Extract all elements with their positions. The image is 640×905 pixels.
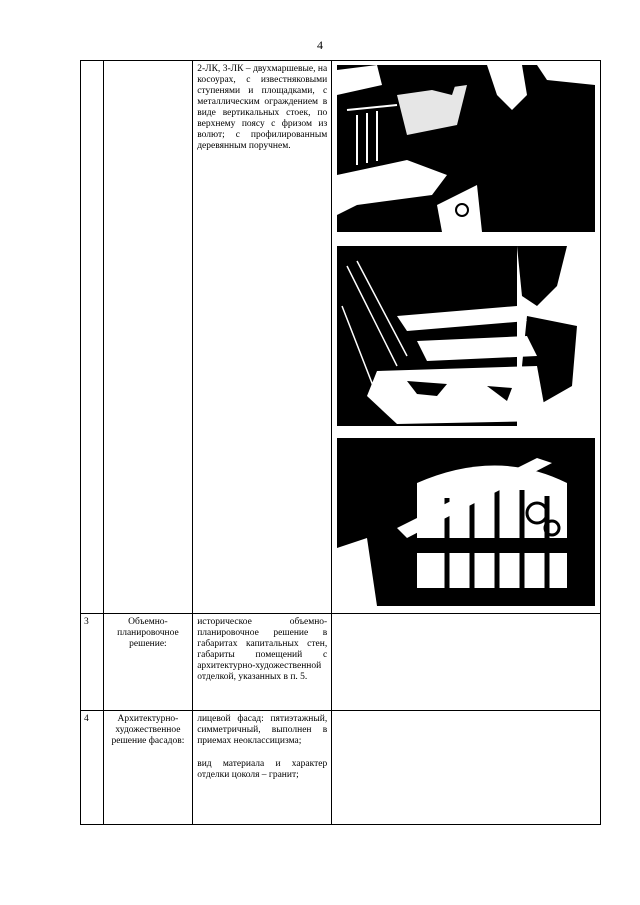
row-number: 3 [81, 614, 104, 711]
page-number: 4 [317, 38, 323, 52]
row-name [103, 61, 193, 614]
plinth-description: вид материала и характер отделки цоколя – гранит; [197, 759, 328, 780]
table-row [81, 614, 601, 711]
staircase-photo-3 [337, 438, 595, 606]
row-description [193, 711, 332, 825]
staircase-photo-1 [337, 65, 595, 232]
table-row [81, 61, 601, 614]
row-description: 2-ЛК, 3-ЛК – двухмаршевые, на косоурах, с известняковыми ступенями и площадками, с металлическим ограждением в виде вертикальных стоек, по верхнему поясу с фризом из волют; с профилированным деревянным поручнем. [193, 61, 332, 614]
photo-cell [332, 711, 601, 825]
photo-cell [332, 614, 601, 711]
photo-cell [332, 61, 601, 614]
staircase-photo-2 [337, 246, 595, 426]
table-row [81, 711, 601, 825]
facade-description: лицевой фасад: пятиэтажный, симметричный, выполнен в приемах неоклассицизма; [197, 714, 328, 746]
row-number: 4 [81, 711, 104, 825]
row-number [81, 61, 104, 614]
row-description: историческое объемно-планировочное решение в габаритах капитальных стен, габариты помещений с архитектурно-художественной отделкой, указанных в п. 5. [193, 614, 332, 711]
protection-subject-table [80, 60, 601, 825]
row-name: Объемно-планировочное решение: [103, 614, 193, 711]
row-name: Архитектурно-художественное решение фасадов: [103, 711, 193, 825]
